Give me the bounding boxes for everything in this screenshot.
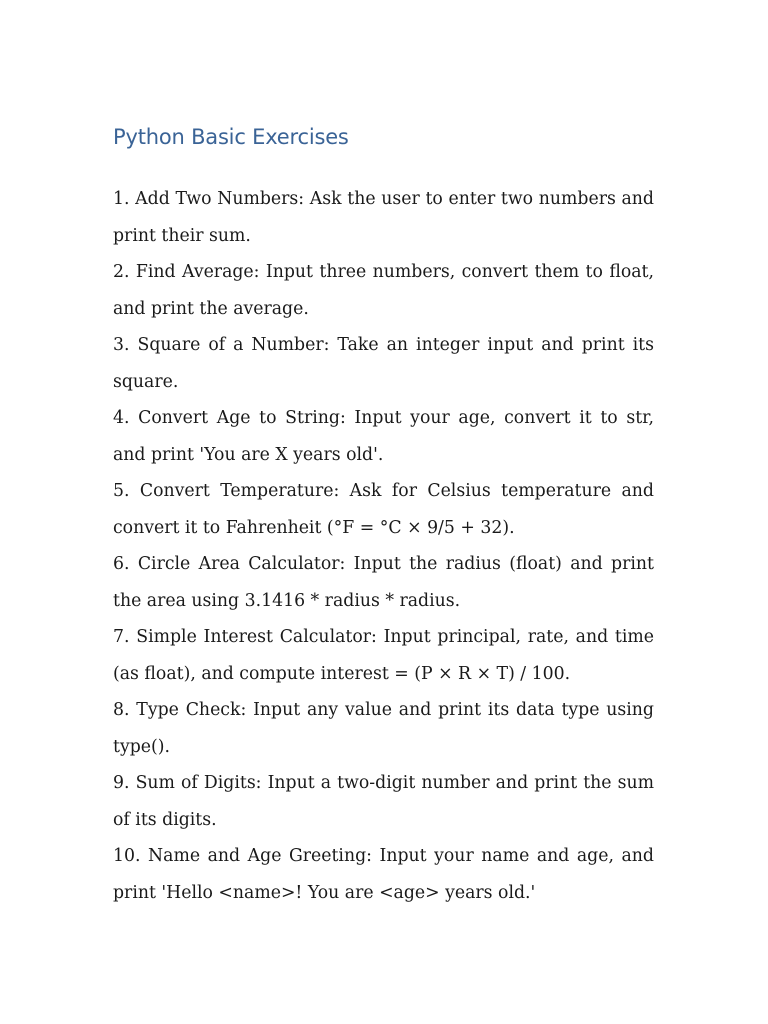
exercise-item-7: 7. Simple Interest Calculator: Input principal, rate, and time (as float), and compute interest = (P × R × T) / 100.: [113, 627, 654, 684]
exercise-item-9: 9. Sum of Digits: Input a two-digit number and print the sum of its digits.: [113, 773, 654, 830]
exercise-item-3: 3. Square of a Number: Take an integer input and print its square.: [113, 335, 654, 392]
document-title: Python Basic Exercises: [113, 125, 349, 149]
exercise-item-10: 10. Name and Age Greeting: Input your name and age, and print 'Hello <name>! You are <age> years old.': [113, 846, 654, 903]
exercise-item-4: 4. Convert Age to String: Input your age, convert it to str, and print 'You are X years old'.: [113, 408, 654, 465]
exercise-item-5: 5. Convert Temperature: Ask for Celsius temperature and convert it to Fahrenheit (°F = °C × 9/5 + 32).: [113, 481, 654, 538]
exercise-item-8: 8. Type Check: Input any value and print its data type using type().: [113, 700, 654, 757]
exercise-item-2: 2. Find Average: Input three numbers, convert them to float, and print the average.: [113, 262, 654, 319]
exercise-item-6: 6. Circle Area Calculator: Input the radius (float) and print the area using 3.1416 * radius * radius.: [113, 554, 654, 611]
exercise-item-1: 1. Add Two Numbers: Ask the user to enter two numbers and print their sum.: [113, 189, 654, 246]
exercise-list: [113, 181, 654, 911]
